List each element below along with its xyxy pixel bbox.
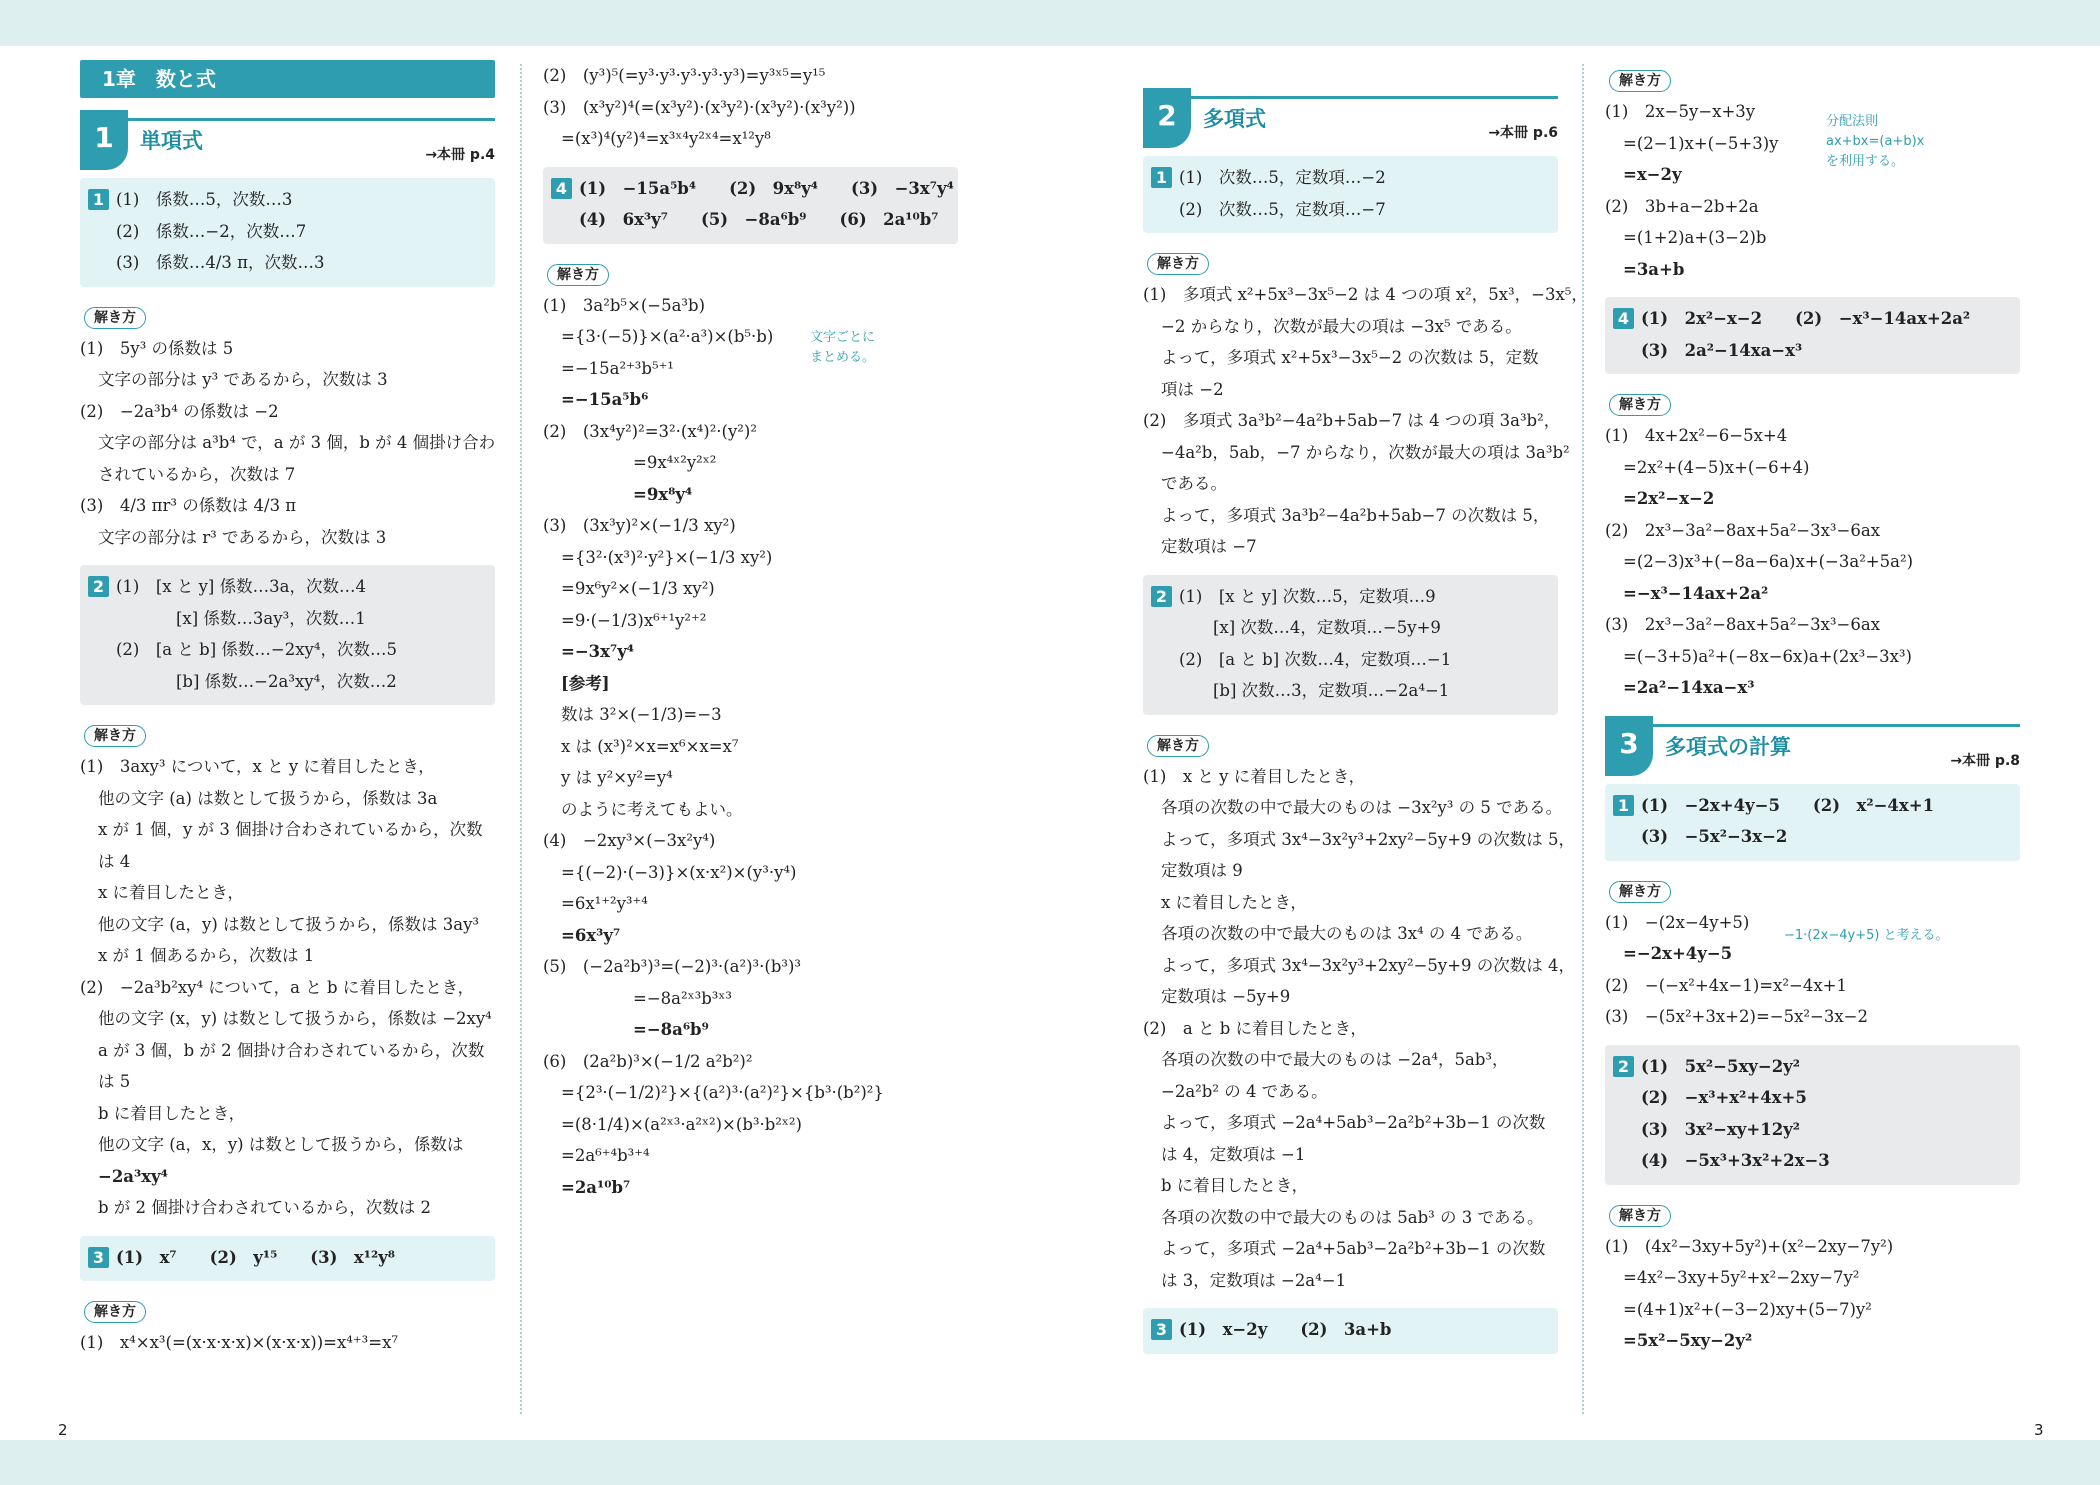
section-number: 1	[80, 110, 128, 170]
answer-box-4: 4 (1) −15a⁵b⁴ (2) 9x⁸y⁴ (3) −3x⁷y⁴ (4) 6x³y⁷ (5) −8a⁶b⁹ (6) 2a¹⁰b⁷	[543, 167, 958, 244]
section-header-2	[1143, 88, 1558, 150]
solution-label: 解き方	[84, 725, 146, 747]
solution-label: 解き方	[1609, 70, 1671, 92]
section-title: 単項式	[140, 129, 203, 153]
problem-number: 4	[1613, 308, 1634, 329]
solution-label: 解き方	[1609, 394, 1671, 416]
problem-number: 2	[88, 576, 109, 597]
column-separator	[520, 64, 522, 1414]
answer-box-2: 2 (1) [x と y] 次数…5，定数項…9 [x] 次数…4，定数項…−5y+9 (2) [a と b] 次数…4，定数項…−1 [b] 次数…3，定数項…−2a⁴−1	[1143, 575, 1558, 715]
page-number-left: 2	[58, 1421, 68, 1439]
answer-box-5: 1 (1) −2x+4y−5 (2) x²−4x+1 (3) −5x²−3x−2	[1605, 784, 2020, 861]
column-4: 解き方 (1) 2x−5y−x+3y =(2−1)x+(−5+3)y =x−2y (2) 3b+a−2b+2a =(1+2)a+(3−2)b =3a+b 4 (1) 2x²−x−2 (2) −x³−14ax+2a² (3) 2a²−14xa−x³ 解き方 (1) 4x+2x²−6−5x+4 =2x²+(4−5)x+(−6+4) =2x²−x−2 (2) 2x³−3a²−8ax+5a²−3x³−6ax =(2−3)x³+(−8a−6a)x+(−3a²+5a²) =−x³−14ax+2a² (3) 2x³−3a²−8ax+5a²−3x³−6ax =(−3+5)a²+(−8x−6x)a+(2x³−3x³) =2a²−14xa−x³ 3 多項式の計算 →本冊 p.8 1 (1) −2x+4y−5 (2) x²−4x+1 (3) −5x²−3x−2 解き方 (1) −(2x−4y+5) =−2x+4y−5 (2) −(−x²+4x−1)=x²−4x+1 (3) −(5x²+3x+2)=−5x²−3x−2 2 (1) 5x²−5xy−2y² (2) −x³+x²+4x+5 (3) 3x²−xy+12y² (4) −5x³+3x²+2x−3 解き方 (1) (4x²−3xy+5y²)+(x²−2xy−7y²) =4x²−3xy+5y²+x²−2xy−7y² =(4+1)x²+(−3−2)xy+(5−7)y² =5x²−5xy−2y²	[1605, 64, 2020, 1357]
answer-box-6: 2 (1) 5x²−5xy−2y² (2) −x³+x²+4x+5 (3) 3x²−xy+12y² (4) −5x³+3x²+2x−3	[1605, 1045, 2020, 1185]
section-ref: →本冊 p.4	[425, 147, 495, 163]
answer-box-4: 4 (1) 2x²−x−2 (2) −x³−14ax+2a² (3) 2a²−14xa−x³	[1605, 297, 2020, 374]
column-3: 2 多項式 →本冊 p.6 1 (1) 次数…5，定数項…−2 (2) 次数…5，定数項…−7 解き方 (1) 多項式 x²+5x³−3x⁵−2 は 4 つの項 x²，5x³，−3x⁵， −2 からなり，次数が最大の項は −3x⁵ である。 よって，多項式 x²+5x³−3x⁵−2 の次数は 5，定数 項は −2 (2) 多項式 3a³b²−4a²b+5ab−7 は 4 つの項 3a³b²， −4a²b，5ab，−7 からなり，次数が最大の項は 3a³b² である。 よって，多項式 3a³b²−4a²b+5ab−7 の次数は 5， 定数項は −7 2 (1) [x と y] 次数…5，定数項…9 [x] 次数…4，定数項…−5y+9 (2) [a と b] 次数…4，定数項…−1 [b] 次数…3，定数項…−2a⁴−1 解き方 (1) x と y に着目したとき， 各項の次数の中で最大のものは −3x²y³ の 5 である。 よって，多項式 3x⁴−3x²y³+2xy²−5y+9 の次数は 5， 定数項は 9 x に着目したとき， 各項の次数の中で最大のものは 3x⁴ の 4 である。 よって，多項式 3x⁴−3x²y³+2xy²−5y+9 の次数は 4， 定数項は −5y+9 (2) a と b に着目したとき， 各項の次数の中で最大のものは −2a⁴，5ab³， −2a²b² の 4 である。 よって，多項式 −2a⁴+5ab³−2a²b²+3b−1 の次数 は 4，定数項は −1 b に着目したとき， 各項の次数の中で最大のものは 5ab³ の 3 である。 よって，多項式 −2a⁴+5ab³−2a²b²+3b−1 の次数 は 3，定数項は −2a⁴−1 3 (1) x−2y (2) 3a+b	[1143, 88, 1558, 1368]
problem-number: 3	[88, 1247, 109, 1268]
solution-label: 解き方	[1147, 253, 1209, 275]
problem-number: 2	[1151, 586, 1172, 607]
column-separator	[1582, 64, 1584, 1414]
column-1: 1章 数と式 1 単項式 →本冊 p.4 1 (1) 係数…5，次数…3 (2) 係数…−2，次数…7 (3) 係数…4/3 π，次数…3 解き方 (1) 5y³ の係数は 5 文字の部分は y³ であるから，次数は 3 (2) −2a³b⁴ の係数は −2 文字の部分は a³b⁴ で，a が 3 個，b が 4 個掛け合わ されているから，次数は 7 (3) 4/3 πr³ の係数は 4/3 π 文字の部分は r³ であるから，次数は 3 2 (1) [x と y] 係数…3a，次数…4 [x] 係数…3ay³，次数…1 (2) [a と b] 係数…−2xy⁴，次数…5 [b] 係数…−2a³xy⁴，次数…2 解き方 (1) 3axy³ について，x と y に着目したとき， 他の文字 (a) は数として扱うから，係数は 3a x が 1 個，y が 3 個掛け合わされているから，次数 は 4 x に着目したとき， 他の文字 (a，y) は数として扱うから，係数は 3ay³ x が 1 個あるから，次数は 1 (2) −2a³b²xy⁴ について，a と b に着目したとき， 他の文字 (x，y) は数として扱うから，係数は −2xy⁴ a が 3 個，b が 2 個掛け合わされているから，次数 は 5 b に着目したとき， 他の文字 (a，x，y) は数として扱うから，係数は −2a³xy⁴ b が 2 個掛け合わされているから，次数は 2 3 (1) x⁷ (2) y¹⁵ (3) x¹²y⁸ 解き方 (1) x⁴×x³(=(x·x·x·x)×(x·x·x))=x⁴⁺³=x⁷	[80, 60, 495, 1359]
section-header-3	[1605, 716, 2020, 778]
page-number-right: 3	[2034, 1421, 2044, 1439]
section-number: 3	[1605, 716, 1653, 776]
answer-box-1: 1 (1) 次数…5，定数項…−2 (2) 次数…5，定数項…−7	[1143, 156, 1558, 233]
answer-box-2: 2 (1) [x と y] 係数…3a，次数…4 [x] 係数…3ay³，次数…1 (2) [a と b] 係数…−2xy⁴，次数…5 [b] 係数…−2a³xy⁴，次数…2	[80, 565, 495, 705]
solution-label: 解き方	[84, 307, 146, 329]
problem-number: 1	[1613, 795, 1634, 816]
problem-number: 1	[1151, 167, 1172, 188]
side-note: 文字ごとに まとめる。	[810, 330, 876, 365]
side-note: −1·(2x−4y+5) と考える。	[1784, 928, 1949, 943]
side-note: 分配法則 ax+bx=(a+b)x を利用する。	[1826, 114, 1925, 169]
solution-label: 解き方	[547, 264, 609, 286]
section-header-1	[80, 110, 495, 172]
solution-label: 解き方	[1609, 1205, 1671, 1227]
section-title: 多項式	[1203, 107, 1266, 131]
top-band	[0, 0, 2100, 46]
section-number: 2	[1143, 88, 1191, 148]
problem-number: 1	[88, 189, 109, 210]
solution-label: 解き方	[1609, 881, 1671, 903]
problem-number: 3	[1151, 1319, 1172, 1340]
answer-box-3: 3 (1) x⁷ (2) y¹⁵ (3) x¹²y⁸	[80, 1236, 495, 1282]
problem-number: 2	[1613, 1056, 1634, 1077]
solution-label: 解き方	[84, 1301, 146, 1323]
answer-box-3: 3 (1) x−2y (2) 3a+b	[1143, 1308, 1558, 1354]
bottom-band	[0, 1440, 2100, 1485]
column-2: (2) (y³)⁵(=y³·y³·y³·y³·y³)=y³ˣ⁵=y¹⁵ (3) (x³y²)⁴(=(x³y²)·(x³y²)·(x³y²)·(x³y²)) =(x³)⁴(y²)⁴=x³ˣ⁴y²ˣ⁴=x¹²y⁸ 4 (1) −15a⁵b⁴ (2) 9x⁸y⁴ (3) −3x⁷y⁴ (4) 6x³y⁷ (5) −8a⁶b⁹ (6) 2a¹⁰b⁷ 解き方 (1) 3a²b⁵×(−5a³b) ={3·(−5)}×(a²·a³)×(b⁵·b) =−15a²⁺³b⁵⁺¹ =−15a⁵b⁶ (2) (3x⁴y²)²=3²·(x⁴)²·(y²)² =9x⁴ˣ²y²ˣ² =9x⁸y⁴ (3) (3x³y)²×(−1/3 xy²) ={3²·(x³)²·y²}×(−1/3 xy²) =9x⁶y²×(−1/3 xy²) =9·(−1/3)x⁶⁺¹y²⁺² =−3x⁷y⁴ [参考] 数は 3²×(−1/3)=−3 x は (x³)²×x=x⁶×x=x⁷ y は y²×y²=y⁴ のように考えてもよい。 (4) −2xy³×(−3x²y⁴) ={(−2)·(−3)}×(x·x²)×(y³·y⁴) =6x¹⁺²y³⁺⁴ =6x³y⁷ (5) (−2a²b³)³=(−2)³·(a²)³·(b³)³ =−8a²ˣ³b³ˣ³ =−8a⁶b⁹ (6) (2a²b)³×(−1/2 a²b²)² ={2³·(−1/2)²}×{(a²)³·(a²)²}×{b³·(b²)²} =(8·1/4)×(a²ˣ³·a²ˣ²)×(b³·b²ˣ²) =2a⁶⁺⁴b³⁺⁴ =2a¹⁰b⁷	[543, 60, 958, 1203]
answer-box-1: 1 (1) 係数…5，次数…3 (2) 係数…−2，次数…7 (3) 係数…4/3 π，次数…3	[80, 178, 495, 287]
solution-label: 解き方	[1147, 735, 1209, 757]
section-title: 多項式の計算	[1665, 734, 1791, 759]
section-ref: →本冊 p.8	[1950, 752, 2020, 769]
problem-number: 4	[551, 178, 572, 199]
section-ref: →本冊 p.6	[1488, 125, 1558, 141]
chapter-title: 1章 数と式	[80, 60, 495, 98]
